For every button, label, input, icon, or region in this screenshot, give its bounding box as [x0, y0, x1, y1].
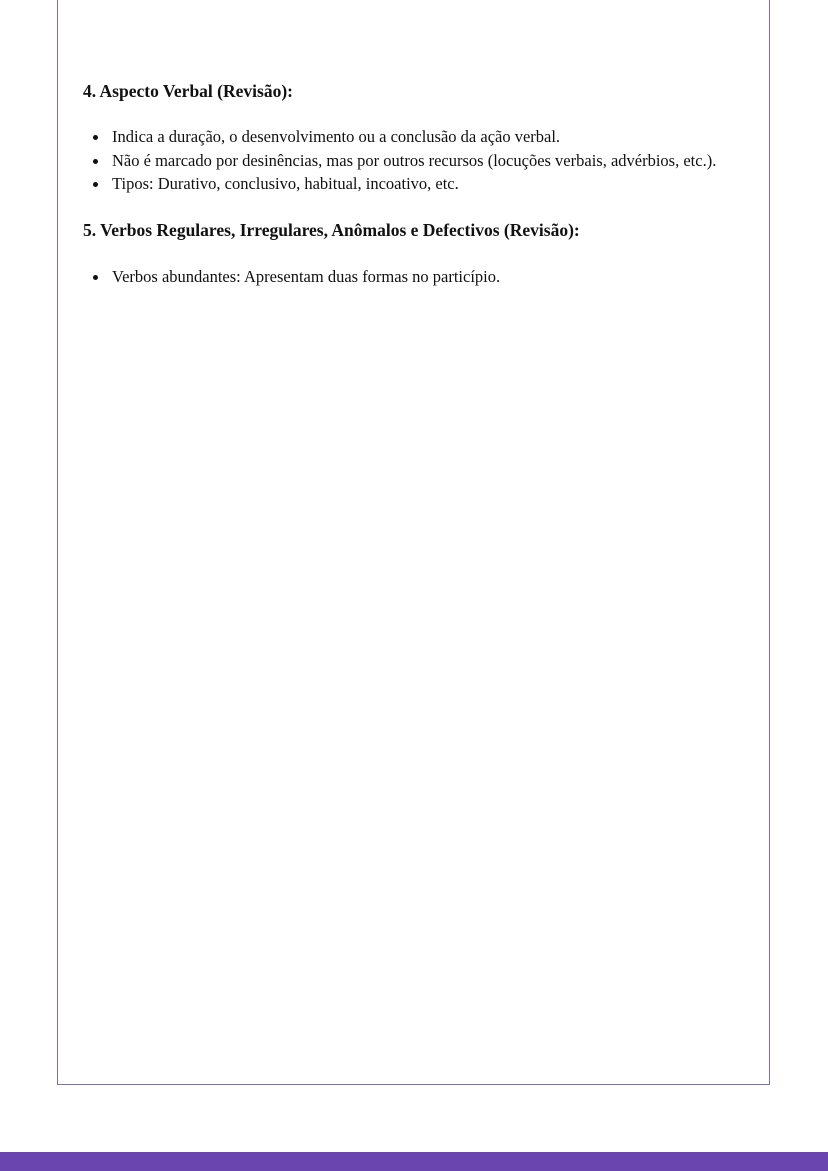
list-item-text: Tipos: Durativo, conclusivo, habitual, incoativo, etc.: [112, 174, 459, 193]
bullet-icon: [93, 159, 98, 164]
footer-bar: [0, 1152, 828, 1171]
list-item-text: Indica a duração, o desenvolvimento ou a conclusão da ação verbal.: [112, 127, 561, 146]
list-item-text: Não é marcado por desinências, mas por outros recursos (locuções verbais, advérbios, etc.).: [112, 150, 717, 170]
section-heading-verbos: 5. Verbos Regulares, Irregulares, Anômalos e Defectivos (Revisão):: [83, 219, 580, 240]
bullet-list-aspecto-verbal: [83, 125, 763, 196]
section-heading-aspecto-verbal: 4. Aspecto Verbal (Revisão):: [83, 81, 293, 101]
bullet-list-verbos: [83, 265, 763, 289]
list-item: [83, 265, 763, 289]
bullet-icon: [93, 182, 98, 187]
list-item-text: Verbos abundantes: Apresentam duas formas no particípio.: [112, 266, 501, 286]
list-item: [83, 125, 763, 149]
list-item: [83, 149, 763, 173]
list-item: [83, 172, 763, 196]
bullet-icon: [93, 135, 98, 140]
document-content: [83, 78, 763, 288]
bullet-icon: [93, 275, 98, 280]
